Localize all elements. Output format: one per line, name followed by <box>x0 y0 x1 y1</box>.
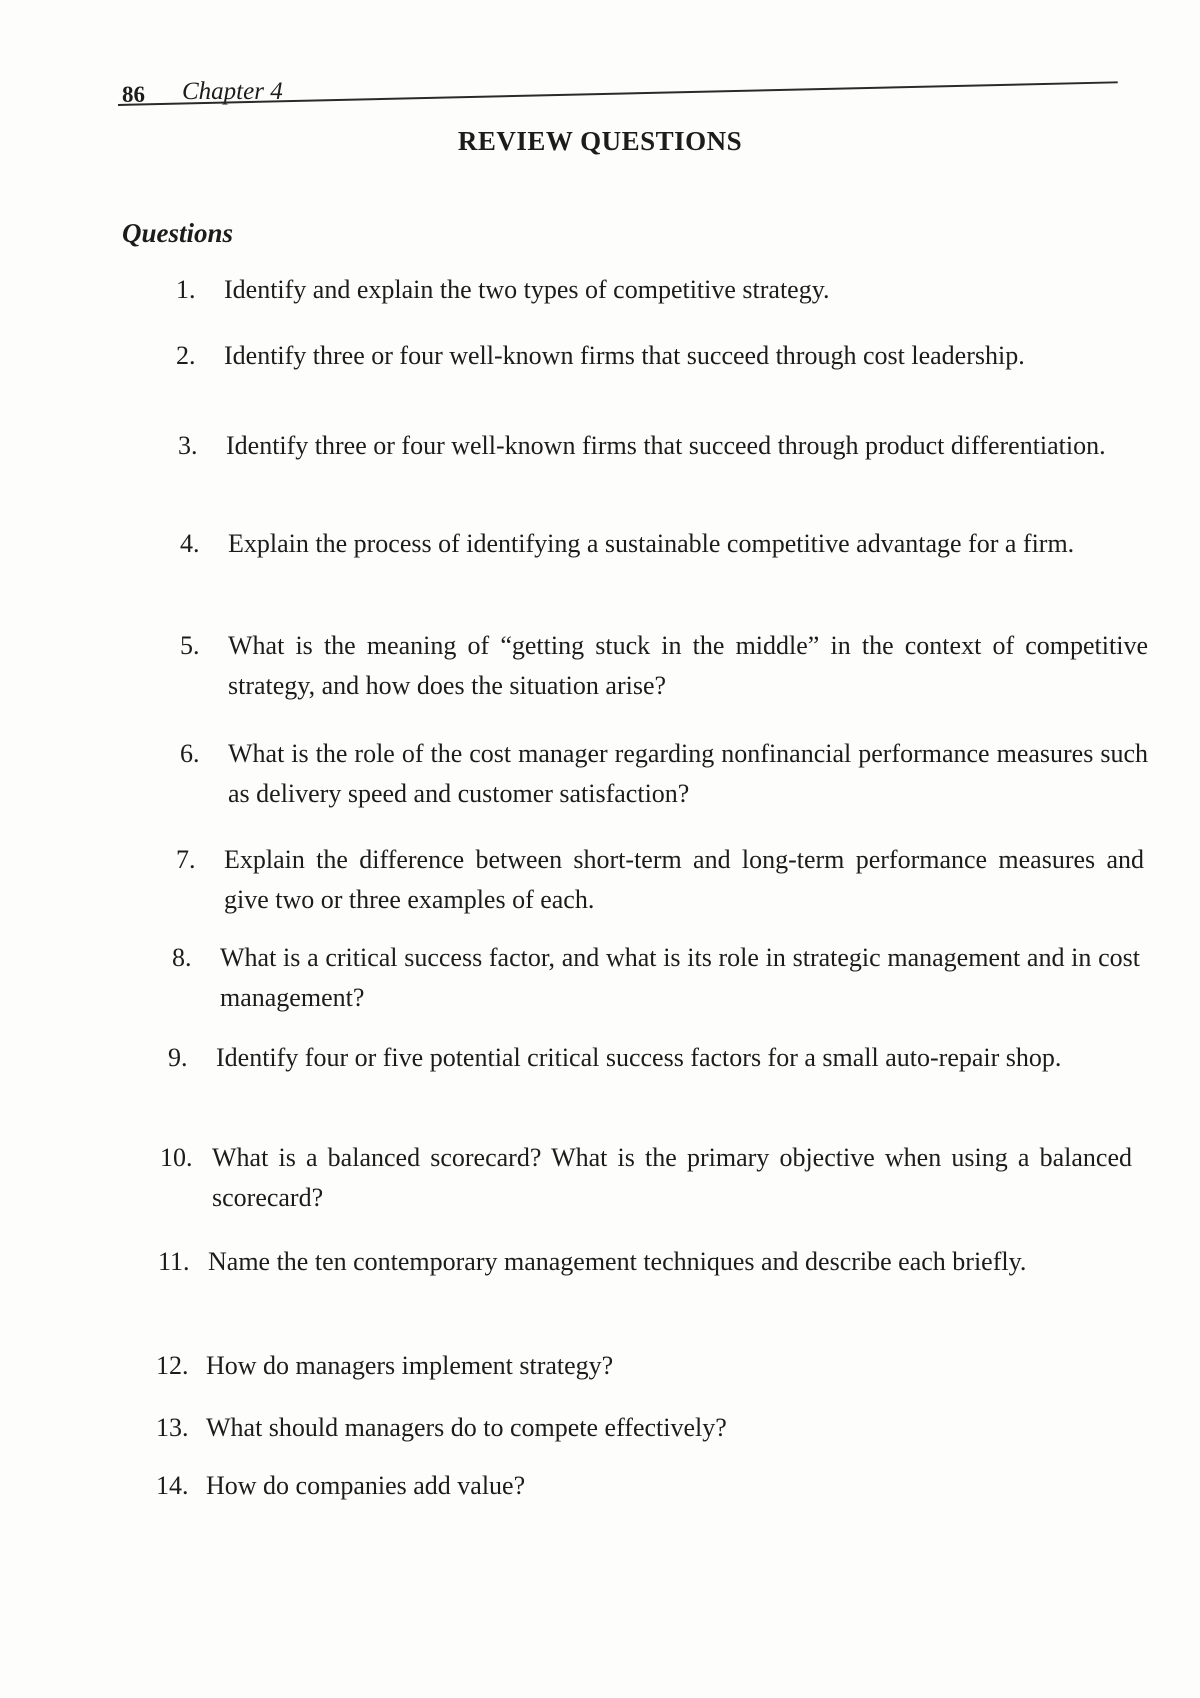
question-item <box>180 524 1148 564</box>
question-text: Identify and explain the two types of competitive strategy. <box>224 275 830 304</box>
question-number: 3. <box>178 431 198 460</box>
question-item <box>180 626 1148 706</box>
question-number: 4. <box>180 529 200 558</box>
question-number: 13. <box>156 1413 189 1442</box>
subsection-heading: Questions <box>122 218 234 248</box>
question-text: Identify three or four well-known firms that succeed through product differentiation. <box>226 431 1106 460</box>
question-item <box>178 426 1146 466</box>
question-number: 1. <box>176 275 196 304</box>
section-title: REVIEW QUESTIONS <box>457 126 743 156</box>
question-text: What should managers do to compete effectively? <box>206 1413 727 1442</box>
question-text: What is the role of the cost manager regarding nonfinancial performance measures such as delivery speed and customer satisfaction? <box>228 739 1148 808</box>
question-number: 8. <box>172 943 192 972</box>
question-text: What is a balanced scorecard? What is the primary objective when using a balanced scorecard? <box>212 1143 1132 1212</box>
question-number: 2. <box>176 341 196 370</box>
question-number: 9. <box>168 1043 188 1072</box>
question-number: 11. <box>158 1247 190 1276</box>
question-text: Explain the process of identifying a sustainable competitive advantage for a firm. <box>228 529 1075 558</box>
question-number: 6. <box>180 739 200 768</box>
question-number: 12. <box>156 1351 189 1380</box>
question-item <box>160 1138 1132 1218</box>
question-number: 14. <box>156 1471 189 1500</box>
question-text: How do managers implement strategy? <box>206 1351 614 1380</box>
question-text: How do companies add value? <box>206 1471 526 1500</box>
question-item <box>156 1408 1126 1448</box>
question-number: 10. <box>160 1143 193 1172</box>
question-item <box>180 734 1148 814</box>
question-text: What is the meaning of “getting stuck in the middle” in the context of competitive strategy, and how does the situation arise? <box>228 631 1148 700</box>
question-number: 7. <box>176 845 196 874</box>
question-text: Identify four or five potential critical success factors for a small auto-repair shop. <box>216 1043 1062 1072</box>
question-item <box>158 1242 1128 1282</box>
question-number: 5. <box>180 631 200 660</box>
question-text: Name the ten contemporary management techniques and describe each briefly. <box>208 1247 1027 1276</box>
question-item <box>176 270 1144 310</box>
question-text: What is a critical success factor, and what is its role in strategic management and in cost management? <box>220 943 1140 1012</box>
question-item <box>156 1466 1126 1506</box>
question-item <box>156 1346 1126 1386</box>
question-item <box>168 1038 1136 1078</box>
question-item <box>176 336 1144 376</box>
question-text: Identify three or four well-known firms that succeed through cost leadership. <box>224 341 1025 370</box>
page-number: 86 <box>122 82 145 107</box>
question-item <box>172 938 1140 1018</box>
question-text: Explain the difference between short-term and long-term performance measures and give two or three examples of each. <box>224 845 1144 914</box>
question-item <box>176 840 1144 920</box>
chapter-label: Chapter 4 <box>182 78 283 105</box>
